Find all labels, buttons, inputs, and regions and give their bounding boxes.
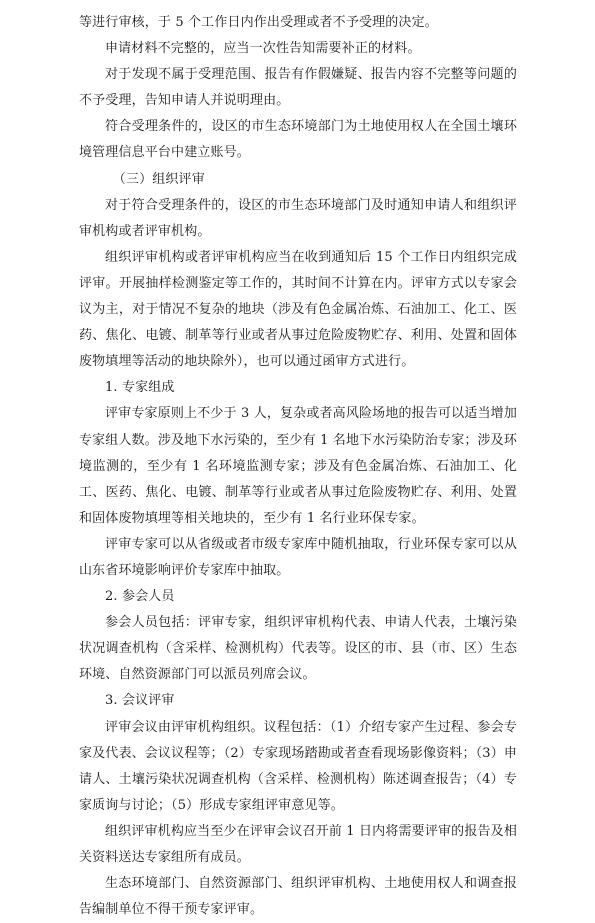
paragraph-account-setup: 符合受理条件的，设区的市生态环境部门为土地使用权人在全国土壤环境管理信息平台中建立账号。 [79, 119, 517, 161]
paragraph-expert-count: 评审专家原则上不少于 3 人，复杂或者高风险场地的报告可以适当增加专家组人数。涉及地下水污染的，至少有 1 名地下水污染防治专家；涉及环境监测的，至少有 1 名环境监测专家；涉及有色金属冶炼、石油加工、化工、医药、焦化、电镀、制革等行业或者从事过危险废物贮存、利用、处置和固体废物填埋等相关地块的，至少有 1 名行业环保专家。 [79, 406, 517, 526]
paragraph-agenda: 评审会议由评审机构组织。议程包括：（1）介绍专家产生过程、参会专家及代表、会议议程等；（2）专家现场踏勘或者查看现场影像资料；（3）申请人、土壤污染状况调查机构（含采样、检测机构）陈述调查报告；（4）专家质询与讨论；（5）形成专家组评审意见等。 [79, 719, 517, 813]
paragraph-rejection: 对于发现不属于受理范围、报告有作假嫌疑、报告内容不完整等问题的不予受理，告知申请人并说明理由。 [79, 67, 517, 109]
paragraph-review-method: 组织评审机构或者评审机构应当在收到通知后 15 个工作日内组织完成评审。开展抽样检测鉴定等工作的，其时间不计算在内。评审方式以专家会议为主，对于情况不复杂的地块（涉及有色金属冶炼、石油加工、化工、医药、焦化、电镀、制革等行业或者从事过危险废物贮存、利用、处置和固体废物填埋等活动的地块除外），也可以通过函审方式进行。 [79, 249, 517, 370]
paragraph-participants: 参会人员包括：评审专家，组织评审机构代表、申请人代表，土壤污染状况调查机构（含采样、检测机构）代表等。设区的市、县（市、区）生态环境、自然资源部门可以派员列席会议。 [79, 615, 517, 683]
paragraph-notify: 对于符合受理条件的，设区的市生态环境部门及时通知申请人和组织评审机构或者评审机构。 [79, 197, 517, 239]
subheading-expert-composition: 1. 专家组成 [105, 380, 175, 396]
paragraph-incomplete-materials: 申请材料不完整的，应当一次性告知需要补正的材料。 [105, 41, 421, 57]
paragraph-materials-delivery: 组织评审机构应当至少在评审会议召开前 1 日内将需要评审的报告及相关资料送达专家组所有成员。 [79, 823, 517, 865]
subheading-meeting-review: 3. 会议评审 [105, 693, 175, 709]
paragraph-continued: 等进行审核，于 5 个工作日内作出受理或者不予受理的决定。 [79, 15, 438, 30]
paragraph-no-interference: 生态环境部门、自然资源部门、组织评审机构、土地使用权人和调查报告编制单位不得干预专家评审。 [79, 876, 517, 918]
paragraph-expert-source: 评审专家可以从省级或者市级专家库中随机抽取，行业环保专家可以从山东省环境影响评价专家库中抽取。 [79, 536, 517, 578]
subheading-participants: 2. 参会人员 [105, 589, 175, 605]
section-heading-review: （三）组织评审 [112, 171, 205, 187]
